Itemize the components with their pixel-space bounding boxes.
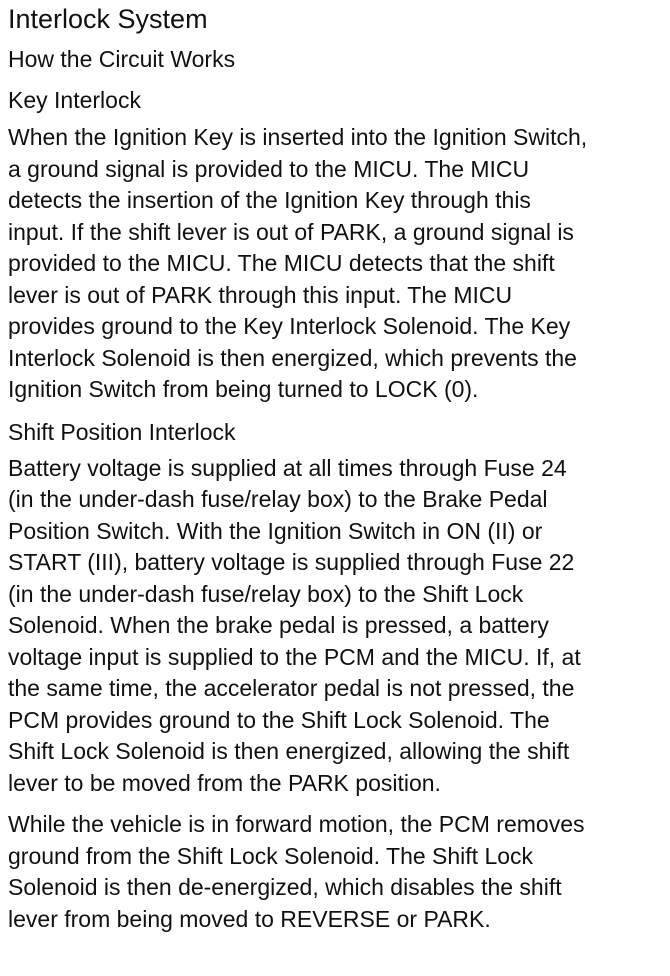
text-line: PCM provides ground to the Shift Lock Solenoid. The [8,706,550,733]
subheading-key-interlock: Key Interlock [8,87,141,113]
text-line: lever from being moved to REVERSE or PARK. [8,905,491,932]
text-line: (in the under-dash fuse/relay box) to the Shift Lock [8,580,524,607]
text-line: Battery voltage is supplied at all times through Fuse 24 [8,454,567,481]
text-line: voltage input is supplied to the PCM and the MICU. If, at [8,643,581,670]
paragraph-shift-lock-operation [8,453,668,800]
subheading-shift-position-interlock: Shift Position Interlock [8,418,236,445]
text-line: provided to the MICU. The MICU detects that the shift [8,250,555,276]
text-line: input. If the shift lever is out of PARK, a ground signal is [8,218,574,245]
text-line: lever is out of PARK through this input. The MICU [8,281,513,308]
text-line: When the Ignition Key is inserted into the Ignition Switch, [8,124,588,150]
text-line: Ignition Switch from being turned to LOCK (0). [8,376,479,402]
text-line: While the vehicle is in forward motion, the PCM removes [8,811,585,837]
paragraph-forward-motion [8,809,668,935]
text-line: Solenoid is then de-energized, which disables the shift [8,874,562,900]
text-line: Shift Lock Solenoid is then energized, allowing the shift [8,738,570,764]
paragraph-key-interlock [8,122,668,406]
text-line: Position Switch. With the Ignition Switch in ON (II) or [8,517,543,544]
section-heading-how-circuit-works: How the Circuit Works [8,46,236,72]
text-line: detects the insertion of the Ignition Key through this [8,187,531,213]
text-line: Solenoid. When the brake pedal is pressed, a battery [8,612,549,638]
text-line: Interlock Solenoid is then energized, which prevents the [8,344,577,371]
text-line: the same time, the accelerator pedal is not pressed, the [8,675,575,701]
document-page [8,0,668,935]
text-line: START (III), battery voltage is supplied through Fuse 22 [8,549,575,575]
text-line: lever to be moved from the PARK position. [8,769,441,796]
text-line: (in the under-dash fuse/relay box) to the Brake Pedal [8,486,548,512]
text-line: ground from the Shift Lock Solenoid. The Shift Lock [8,842,534,869]
text-line: provides ground to the Key Interlock Solenoid. The Key [8,313,571,339]
document-title: Interlock System [8,4,208,34]
text-line: a ground signal is provided to the MICU. The MICU [8,155,530,182]
